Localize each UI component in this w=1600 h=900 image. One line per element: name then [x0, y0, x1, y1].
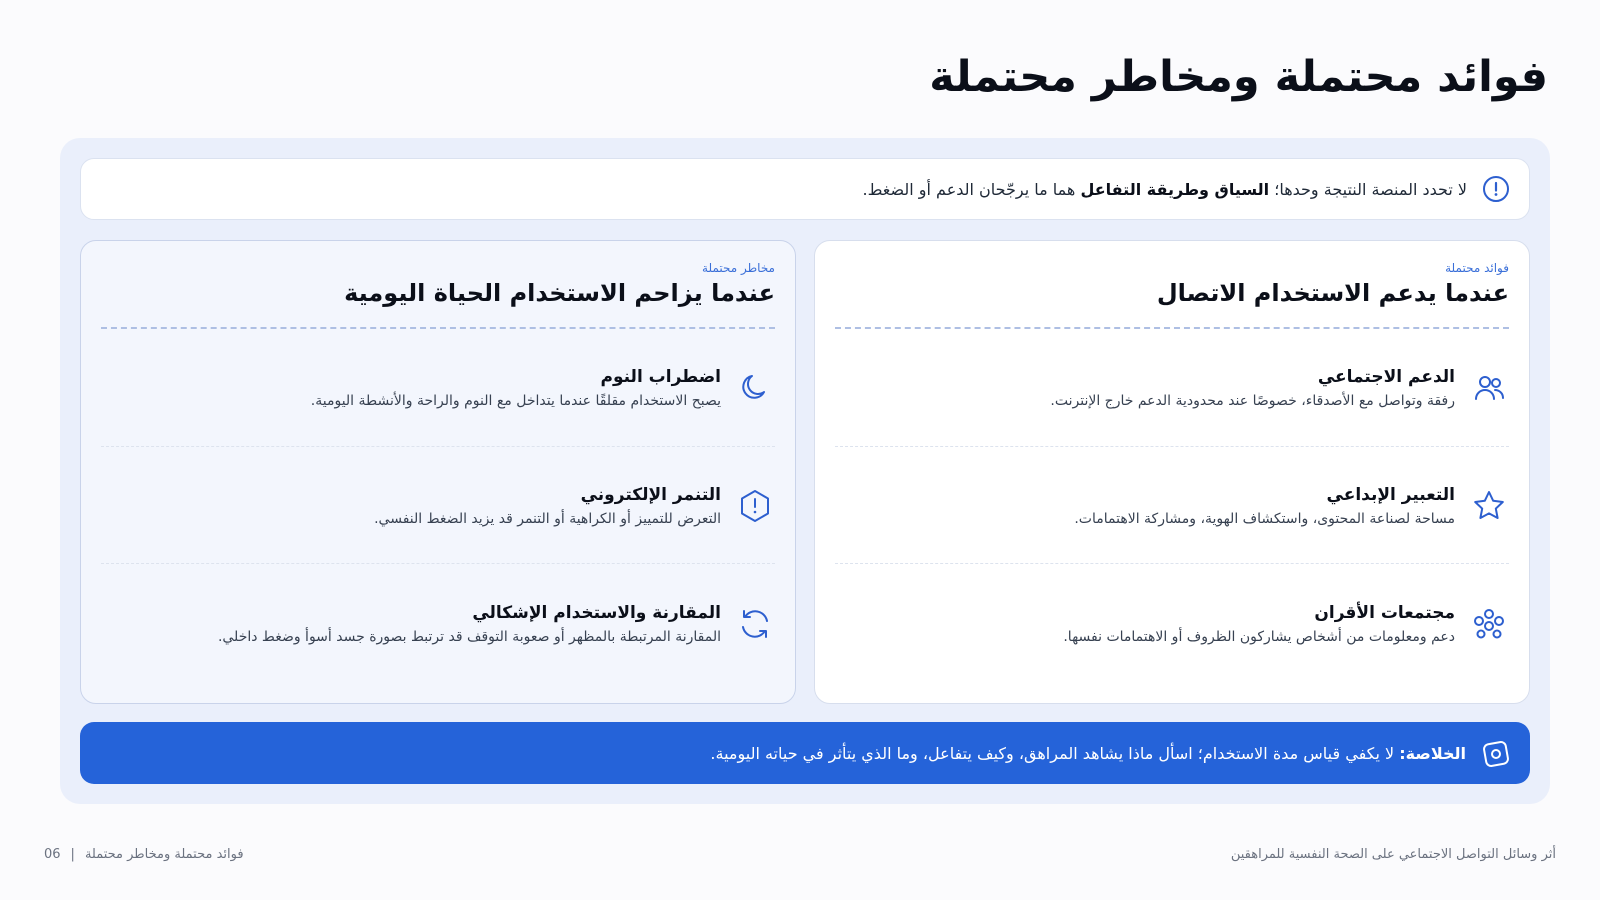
- item-separator: [101, 446, 775, 447]
- risk-item-cyberbullying: [101, 471, 775, 541]
- summary-text: [710, 744, 1466, 763]
- users-icon: [1469, 368, 1509, 408]
- sticky-note-icon: [1480, 737, 1512, 769]
- item-desc: مساحة لصناعة المحتوى، واستكشاف الهوية، ومشاركة الاهتمامات.: [1074, 511, 1455, 527]
- risks-card: [80, 240, 796, 704]
- slide-title: فوائد محتملة ومخاطر محتملة: [929, 52, 1548, 102]
- note-text-before: لا تحدد المنصة النتيجة وحدها؛: [1269, 179, 1467, 199]
- benefit-item-creative-expression: [835, 471, 1509, 541]
- item-title: اضطراب النوم: [600, 367, 721, 387]
- benefits-divider: [835, 327, 1509, 329]
- benefit-item-peer-communities: [835, 589, 1509, 659]
- item-desc: رفقة وتواصل مع الأصدقاء، خصوصًا عند محدودية الدعم خارج الإنترنت.: [1050, 393, 1455, 409]
- item-desc: المقارنة المرتبطة بالمظهر أو صعوبة التوقف قد ترتبط بصورة جسد أسوأ وضغط داخلي.: [217, 629, 721, 645]
- context-note: [80, 158, 1530, 220]
- risks-divider: [101, 327, 775, 329]
- footer-separator: |: [70, 847, 75, 862]
- item-separator: [101, 563, 775, 564]
- community-icon: [1469, 604, 1509, 644]
- summary-bar: [80, 722, 1530, 784]
- item-title: التنمر الإلكتروني: [580, 485, 721, 505]
- item-desc: دعم ومعلومات من أشخاص يشاركون الظروف أو الاهتمامات نفسها.: [1063, 629, 1455, 645]
- refresh-icon: [735, 604, 775, 644]
- benefits-heading: عندما يدعم الاستخدام الاتصال: [1156, 279, 1509, 307]
- moon-icon: [735, 368, 775, 408]
- summary-body: لا يكفي قياس مدة الاستخدام؛ اسأل ماذا يشاهد المراهق، وكيف يتفاعل، وما الذي يتأثر في حياته اليومية.: [710, 743, 1400, 763]
- benefits-eyebrow: فوائد محتملة: [1445, 261, 1509, 275]
- risks-eyebrow: مخاطر محتملة: [702, 261, 775, 275]
- item-title: مجتمعات الأقران: [1314, 603, 1455, 623]
- note-text-bold: السياق وطريقة التفاعل: [1080, 179, 1270, 199]
- benefit-item-social-support: [835, 353, 1509, 423]
- star-icon: [1469, 486, 1509, 526]
- item-desc: التعرض للتمييز أو الكراهية أو التنمر قد يزيد الضغط النفسي.: [374, 511, 721, 527]
- risk-item-comparison: [101, 589, 775, 659]
- shield-alert-icon: [735, 486, 775, 526]
- page-number: 06: [44, 847, 61, 862]
- item-title: التعبير الإبداعي: [1326, 485, 1455, 505]
- summary-label: الخلاصة:: [1399, 743, 1466, 763]
- context-note-text: [863, 180, 1467, 199]
- benefits-card: [814, 240, 1530, 704]
- footer-deck-title: أثر وسائل التواصل الاجتماعي على الصحة النفسية للمراهقين: [1230, 847, 1556, 862]
- item-desc: يصبح الاستخدام مقلقًا عندما يتداخل مع النوم والراحة والأنشطة اليومية.: [310, 393, 721, 409]
- footer-page-info: [44, 847, 244, 862]
- footer-section-title: فوائد محتملة ومخاطر محتملة: [84, 847, 244, 862]
- item-separator: [835, 446, 1509, 447]
- item-title: المقارنة والاستخدام الإشكالي: [472, 603, 721, 623]
- note-text-after: هما ما يرجّحان الدعم أو الضغط.: [862, 179, 1081, 199]
- info-circle-icon: [1481, 174, 1511, 204]
- risks-heading: عندما يزاحم الاستخدام الحياة اليومية: [344, 279, 775, 307]
- item-separator: [835, 563, 1509, 564]
- item-title: الدعم الاجتماعي: [1317, 367, 1455, 387]
- risk-item-sleep-disruption: [101, 353, 775, 423]
